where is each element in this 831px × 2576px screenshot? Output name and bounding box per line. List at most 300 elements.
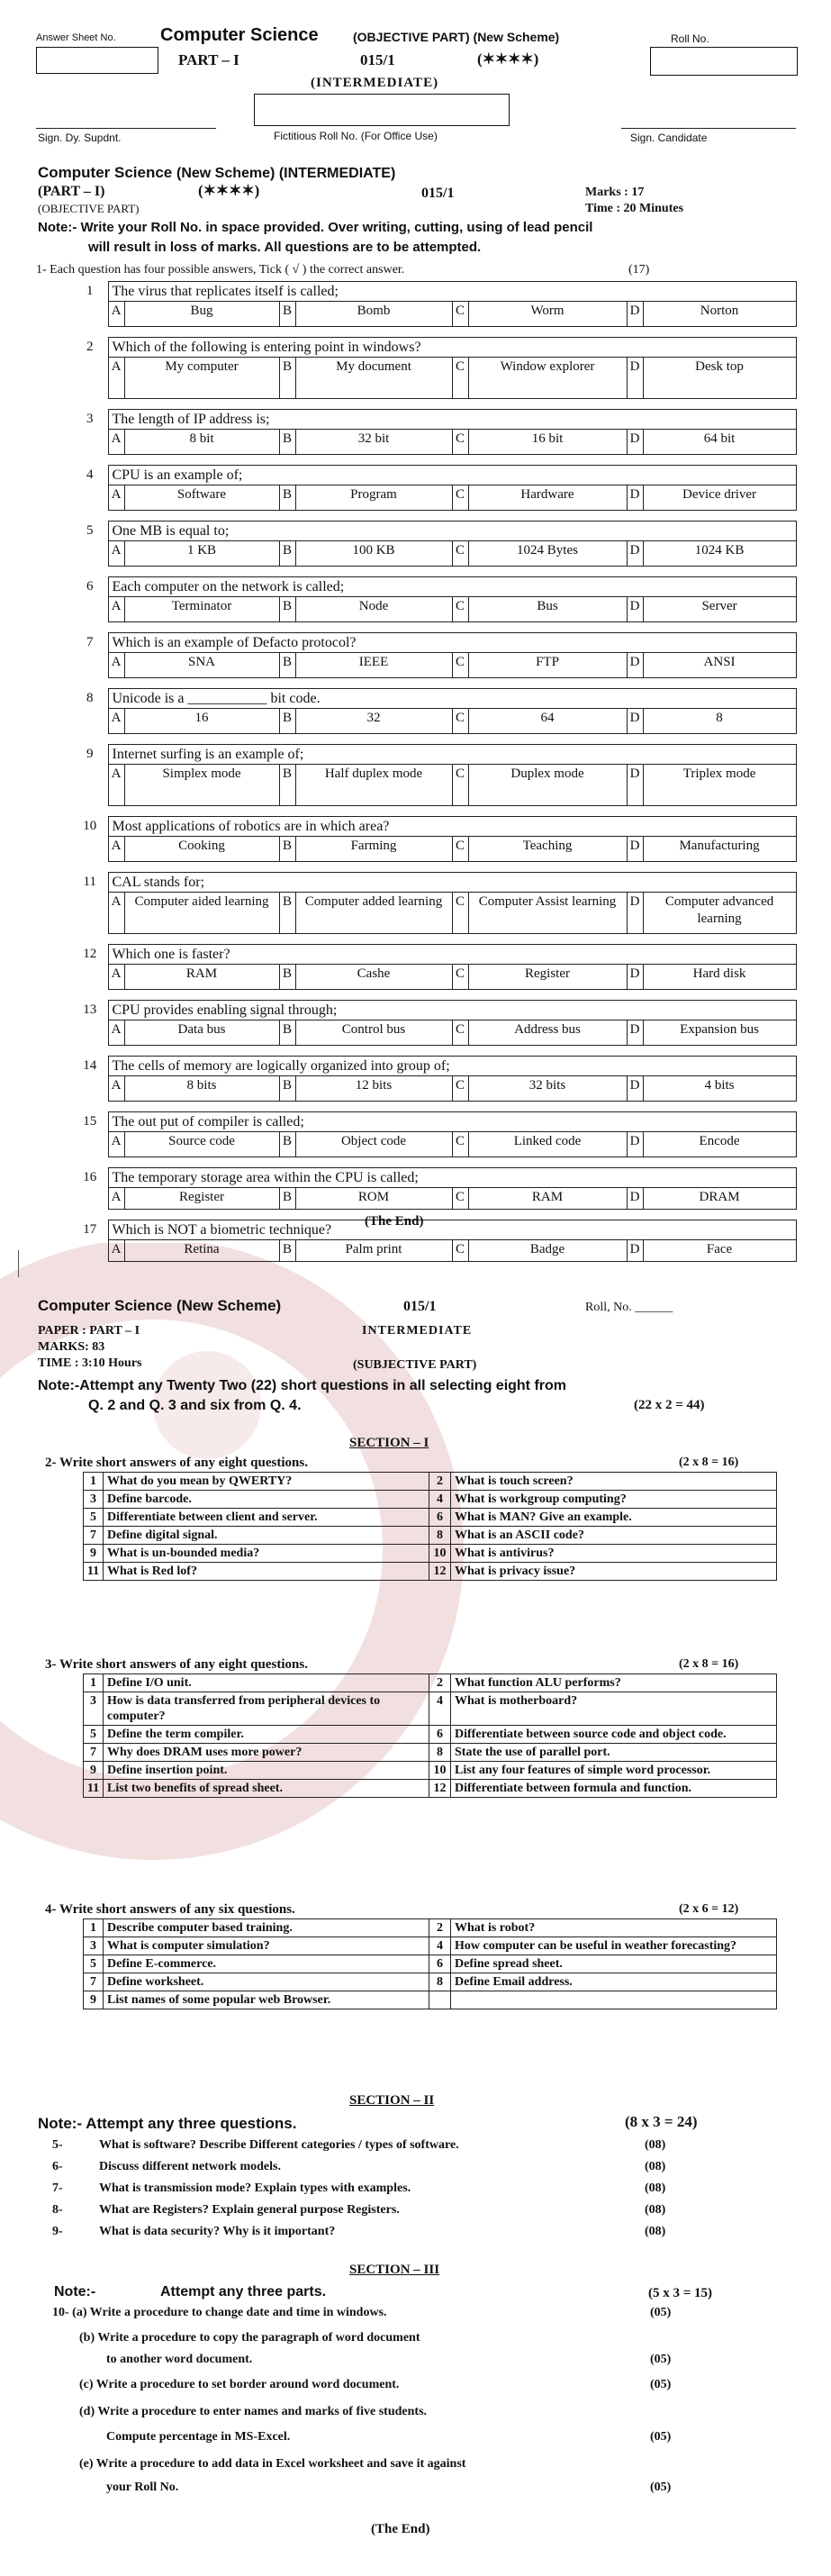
subject-subtitle: (OBJECTIVE PART) (New Scheme) xyxy=(353,30,560,44)
mcq-question-row xyxy=(72,466,796,485)
option-letter: B xyxy=(279,709,295,734)
option-letter: C xyxy=(452,1076,468,1102)
short-question-row xyxy=(84,1744,777,1762)
short-question-number: 7 xyxy=(84,1744,104,1762)
question-text: The cells of memory are logically organized into group of; xyxy=(108,1057,796,1076)
option-letter: D xyxy=(627,1076,643,1102)
short-question-row xyxy=(84,1527,777,1545)
option-letter: D xyxy=(627,893,643,934)
short-question-number: 9 xyxy=(84,1991,104,2009)
short-question-text: What is un-bounded media? xyxy=(104,1545,429,1563)
mcq-question-row xyxy=(72,577,796,597)
answer-option[interactable]: Palm print xyxy=(295,1240,452,1262)
option-letter: D xyxy=(627,430,643,455)
q10-b-marks: (05) xyxy=(650,2353,672,2366)
short-question-text: Describe computer based training. xyxy=(104,1919,429,1937)
subjective-roll-no: Roll, No. ______ xyxy=(585,1301,673,1314)
short-question-number: 8 xyxy=(429,1527,451,1545)
option-letter: C xyxy=(452,541,468,567)
option-letter: A xyxy=(108,837,124,862)
option-letter: B xyxy=(279,1240,295,1262)
mcq-table xyxy=(72,281,797,1273)
answer-option[interactable]: Node xyxy=(295,597,452,622)
answer-option[interactable]: SNA xyxy=(124,653,279,678)
short-question-text: Define I/O unit. xyxy=(104,1674,429,1692)
subjective-note-1: Note:-Attempt any Twenty Two (22) short questions in all selecting eight from xyxy=(38,1378,567,1393)
answer-option[interactable]: 12 bits xyxy=(295,1076,452,1102)
short-question-text: What is robot? xyxy=(451,1919,777,1937)
option-letter: A xyxy=(108,965,124,990)
answer-option[interactable]: Linked code xyxy=(468,1132,627,1157)
section-2-marks: (8 x 3 = 24) xyxy=(625,2113,698,2130)
q2-table xyxy=(83,1472,777,1581)
short-question-text: Define worksheet. xyxy=(104,1973,429,1991)
question-text: CAL stands for; xyxy=(108,873,796,893)
mcq-spacer xyxy=(72,1210,796,1220)
mcq-spacer xyxy=(72,327,796,338)
mcq-question-row xyxy=(72,282,796,302)
long-question-number: 6- xyxy=(52,2160,63,2173)
short-question-number: 3 xyxy=(84,1937,104,1955)
short-question-number: 8 xyxy=(429,1973,451,1991)
subjective-part: (SUBJECTIVE PART) xyxy=(353,1358,477,1372)
question-number: 12 xyxy=(83,946,97,961)
answer-option[interactable]: 32 bit xyxy=(295,430,452,455)
question-number: 4 xyxy=(86,467,94,482)
option-letter: D xyxy=(627,653,643,678)
objective-note-2: will result in loss of marks. All questions are to be attempted. xyxy=(88,240,482,255)
short-question-row xyxy=(84,1692,777,1726)
answer-option[interactable]: Terminator xyxy=(124,597,279,622)
option-letter: C xyxy=(452,430,468,455)
short-question-row xyxy=(84,1780,777,1798)
answer-option[interactable]: 1024 KB xyxy=(643,541,796,567)
answer-option[interactable]: 32 bits xyxy=(468,1076,627,1102)
long-question-marks: (08) xyxy=(645,2225,666,2238)
option-letter: B xyxy=(279,893,295,934)
subjective-the-end: (The End) xyxy=(371,2522,430,2536)
answer-option[interactable]: Triplex mode xyxy=(643,765,796,806)
subjective-note-marks: (22 x 2 = 44) xyxy=(634,1398,705,1412)
option-letter: C xyxy=(452,358,468,399)
short-question-number: 3 xyxy=(84,1692,104,1726)
mcq-spacer xyxy=(72,455,796,466)
answer-option[interactable]: RAM xyxy=(124,965,279,990)
subjective-title: Computer Science (New Scheme) xyxy=(38,1297,282,1314)
answer-option[interactable]: Address bus xyxy=(468,1020,627,1046)
roll-no-box[interactable] xyxy=(650,47,798,76)
short-question-number: 12 xyxy=(429,1563,451,1581)
option-letter: B xyxy=(279,837,295,862)
long-question-text: What is transmission mode? Explain types with examples. xyxy=(99,2181,411,2195)
answer-option[interactable]: Hardware xyxy=(468,485,627,511)
mcq-options-row xyxy=(72,358,796,399)
answer-option[interactable]: 100 KB xyxy=(295,541,452,567)
mcq-options-row xyxy=(72,1020,796,1046)
q10-b-line1: (b) Write a procedure to copy the paragraph of word document xyxy=(79,2331,420,2345)
answer-option[interactable]: Expansion bus xyxy=(643,1020,796,1046)
crop-mark xyxy=(18,1250,19,1277)
q10-e-line1: (e) Write a procedure to add data in Excel worksheet and save it against xyxy=(79,2457,466,2471)
short-question-number xyxy=(429,1991,451,2009)
answer-option[interactable]: Device driver xyxy=(643,485,796,511)
short-question-number: 5 xyxy=(84,1509,104,1527)
option-letter: C xyxy=(452,893,468,934)
mcq-options-row xyxy=(72,430,796,455)
answer-option[interactable]: Encode xyxy=(643,1132,796,1157)
mcq-spacer xyxy=(72,567,796,577)
short-question-text: List names of some popular web Browser. xyxy=(104,1991,429,2009)
long-question-marks: (08) xyxy=(645,2138,666,2152)
answer-option[interactable]: 4 bits xyxy=(643,1076,796,1102)
mcq-spacer xyxy=(72,806,796,817)
mcq-spacer xyxy=(72,734,796,745)
mcq-question-row xyxy=(72,1168,796,1188)
fictitious-roll-label: Fictitious Roll No. (For Office Use) xyxy=(274,130,438,142)
mcq-spacer xyxy=(72,1102,796,1112)
mcq-spacer xyxy=(72,622,796,633)
question-text: CPU is an example of; xyxy=(108,466,796,485)
question-number: 13 xyxy=(83,1002,97,1017)
question-text: The virus that replicates itself is called; xyxy=(108,282,796,302)
option-letter: B xyxy=(279,541,295,567)
mcq-question-row xyxy=(72,745,796,765)
answer-option[interactable]: Desk top xyxy=(643,358,796,399)
section-3-attempt: Attempt any three parts. xyxy=(160,2284,327,2299)
section-2-note: Note:- Attempt any three questions. xyxy=(38,2115,297,2132)
answer-option[interactable]: 1024 Bytes xyxy=(468,541,627,567)
q2-marks: (2 x 8 = 16) xyxy=(679,1456,739,1469)
short-question-text: Differentiate between source code and object code. xyxy=(451,1726,777,1744)
answer-option[interactable]: 8 bit xyxy=(124,430,279,455)
q3-label: 3- Write short answers of any eight questions. xyxy=(45,1657,308,1672)
mcq-question-row xyxy=(72,633,796,653)
question-text: Which one is faster? xyxy=(108,945,796,965)
short-question-number: 10 xyxy=(429,1545,451,1563)
option-letter: B xyxy=(279,1076,295,1102)
option-letter: D xyxy=(627,1188,643,1210)
question-number: 14 xyxy=(83,1057,97,1073)
answer-option[interactable]: Computer advanced learning xyxy=(643,893,796,934)
objective-time: Time : 20 Minutes xyxy=(585,202,684,215)
answer-option[interactable]: Computer Assist learning xyxy=(468,893,627,934)
option-letter: A xyxy=(108,1076,124,1102)
option-letter: B xyxy=(279,765,295,806)
objective-title: Computer Science (New Scheme) (INTERMEDIATE) xyxy=(38,164,396,181)
short-question-text: What is privacy issue? xyxy=(451,1563,777,1581)
long-question-number: 8- xyxy=(52,2203,63,2217)
answer-option[interactable]: Program xyxy=(295,485,452,511)
q10-c-marks: (05) xyxy=(650,2378,672,2391)
option-letter: B xyxy=(279,430,295,455)
option-letter: D xyxy=(627,485,643,511)
question-number: 17 xyxy=(83,1221,97,1237)
mcq-question-row xyxy=(72,1001,796,1020)
mcq-question-row xyxy=(72,1220,796,1240)
short-question-number: 5 xyxy=(84,1955,104,1973)
section-3-heading: SECTION – III xyxy=(349,2263,440,2277)
section-1-heading: SECTION – I xyxy=(349,1436,429,1450)
subjective-marks: MARKS: 83 xyxy=(38,1340,105,1354)
answer-option[interactable]: Bus xyxy=(468,597,627,622)
short-question-row xyxy=(84,1674,777,1692)
answer-option[interactable]: ROM xyxy=(295,1188,452,1210)
short-question-row xyxy=(84,1937,777,1955)
long-question-text: What is data security? Why is it important? xyxy=(99,2225,336,2238)
answer-option[interactable]: ANSI xyxy=(643,653,796,678)
option-letter: A xyxy=(108,358,124,399)
mcq-question-row xyxy=(72,410,796,430)
mcq-options-row xyxy=(72,709,796,734)
short-question-text: Why does DRAM uses more power? xyxy=(104,1744,429,1762)
answer-option[interactable]: Manufacturing xyxy=(643,837,796,862)
answer-option[interactable]: 16 xyxy=(124,709,279,734)
objective-instruction: 1- Each question has four possible answers, Tick ( √ ) the correct answer. xyxy=(36,263,405,277)
mcq-question-row xyxy=(72,689,796,709)
subjective-time: TIME : 3:10 Hours xyxy=(38,1356,142,1370)
mcq-options-row xyxy=(72,653,796,678)
objective-paper-code: 015/1 xyxy=(421,186,455,201)
answer-sheet-box[interactable] xyxy=(36,47,158,74)
subjective-level: INTERMEDIATE xyxy=(362,1324,473,1338)
option-letter: A xyxy=(108,765,124,806)
objective-instruction-marks: (17) xyxy=(628,263,650,277)
short-question-text: Define digital signal. xyxy=(104,1527,429,1545)
part-label: PART – I xyxy=(178,51,239,68)
answer-option[interactable]: IEEE xyxy=(295,653,452,678)
answer-option[interactable]: Bug xyxy=(124,302,279,327)
short-question-number: 1 xyxy=(84,1473,104,1491)
short-question-text xyxy=(451,1991,777,2009)
option-letter: B xyxy=(279,1132,295,1157)
option-letter: C xyxy=(452,1188,468,1210)
answer-option[interactable]: Cashe xyxy=(295,965,452,990)
question-text: The length of IP address is; xyxy=(108,410,796,430)
long-question-marks: (08) xyxy=(645,2160,666,2173)
option-letter: D xyxy=(627,965,643,990)
q4-table xyxy=(83,1918,777,2009)
long-question-number: 9- xyxy=(52,2225,63,2238)
option-letter: A xyxy=(108,597,124,622)
option-letter: C xyxy=(452,1020,468,1046)
option-letter: B xyxy=(279,485,295,511)
short-question-row xyxy=(84,1762,777,1780)
mcq-options-row xyxy=(72,1076,796,1102)
mcq-options-row xyxy=(72,597,796,622)
option-letter: A xyxy=(108,1240,124,1262)
short-question-text: Differentiate between formula and function. xyxy=(451,1780,777,1798)
option-letter: C xyxy=(452,597,468,622)
mcq-question-row xyxy=(72,1057,796,1076)
answer-option[interactable]: Duplex mode xyxy=(468,765,627,806)
option-letter: B xyxy=(279,597,295,622)
answer-option[interactable]: Register xyxy=(124,1188,279,1210)
question-number: 15 xyxy=(83,1113,97,1129)
option-letter: D xyxy=(627,837,643,862)
answer-option[interactable]: 8 bits xyxy=(124,1076,279,1102)
answer-option[interactable]: Bomb xyxy=(295,302,452,327)
short-question-number: 6 xyxy=(429,1509,451,1527)
answer-option[interactable]: DRAM xyxy=(643,1188,796,1210)
option-letter: A xyxy=(108,430,124,455)
answer-sheet-label: Answer Sheet No. xyxy=(36,32,116,43)
mcq-options-row xyxy=(72,765,796,806)
mcq-question-row xyxy=(72,817,796,837)
answer-option[interactable]: Teaching xyxy=(468,837,627,862)
answer-option[interactable]: 64 xyxy=(468,709,627,734)
option-letter: A xyxy=(108,709,124,734)
answer-option[interactable]: Cooking xyxy=(124,837,279,862)
answer-option[interactable]: Source code xyxy=(124,1132,279,1157)
mcq-spacer xyxy=(72,1157,796,1168)
mcq-question-row xyxy=(72,522,796,541)
question-text: One MB is equal to; xyxy=(108,522,796,541)
option-letter: A xyxy=(108,302,124,327)
short-question-number: 9 xyxy=(84,1545,104,1563)
answer-option[interactable]: Retina xyxy=(124,1240,279,1262)
option-letter: A xyxy=(108,1020,124,1046)
short-question-number: 4 xyxy=(429,1692,451,1726)
answer-option[interactable]: Data bus xyxy=(124,1020,279,1046)
mcq-spacer xyxy=(72,934,796,945)
option-letter: C xyxy=(452,965,468,990)
short-question-row xyxy=(84,1545,777,1563)
mcq-question-row xyxy=(72,945,796,965)
short-question-number: 4 xyxy=(429,1491,451,1509)
short-question-text: Define E-commerce. xyxy=(104,1955,429,1973)
option-letter: C xyxy=(452,1132,468,1157)
section-3-note: Note:- xyxy=(54,2284,96,2299)
mcq-options-row xyxy=(72,485,796,511)
answer-option[interactable]: Half duplex mode xyxy=(295,765,452,806)
level-label: (INTERMEDIATE) xyxy=(311,76,439,90)
answer-option[interactable]: 64 bit xyxy=(643,430,796,455)
mcq-spacer xyxy=(72,511,796,522)
answer-option[interactable]: My computer xyxy=(124,358,279,399)
section-2-heading: SECTION – II xyxy=(349,2093,435,2108)
mcq-options-row xyxy=(72,893,796,934)
short-question-text: What is MAN? Give an example. xyxy=(451,1509,777,1527)
option-letter: B xyxy=(279,1188,295,1210)
short-question-number: 1 xyxy=(84,1919,104,1937)
mcq-spacer xyxy=(72,1046,796,1057)
short-question-number: 12 xyxy=(429,1780,451,1798)
option-letter: B xyxy=(279,358,295,399)
answer-option[interactable]: Object code xyxy=(295,1132,452,1157)
answer-option[interactable]: RAM xyxy=(468,1188,627,1210)
answer-option[interactable]: Badge xyxy=(468,1240,627,1262)
answer-option[interactable]: Control bus xyxy=(295,1020,452,1046)
short-question-number: 2 xyxy=(429,1473,451,1491)
option-letter: C xyxy=(452,653,468,678)
q10-d-marks: (05) xyxy=(650,2430,672,2444)
roll-no-label: Roll No. xyxy=(671,32,709,45)
short-question-text: What is antivirus? xyxy=(451,1545,777,1563)
mcq-options-row xyxy=(72,837,796,862)
sign-supdt-label: Sign. Dy. Supdnt. xyxy=(38,132,122,144)
answer-option[interactable]: Window explorer xyxy=(468,358,627,399)
answer-option[interactable]: Norton xyxy=(643,302,796,327)
long-question-text: Discuss different network models. xyxy=(99,2160,281,2173)
option-letter: D xyxy=(627,597,643,622)
mcq-spacer xyxy=(72,1262,796,1273)
answer-option[interactable]: 1 KB xyxy=(124,541,279,567)
q2-label: 2- Write short answers of any eight questions. xyxy=(45,1456,308,1470)
mcq-options-row xyxy=(72,1188,796,1210)
question-number: 3 xyxy=(86,411,94,426)
short-question-text: Define barcode. xyxy=(104,1491,429,1509)
answer-option[interactable]: Simplex mode xyxy=(124,765,279,806)
short-question-number: 4 xyxy=(429,1937,451,1955)
paper-code-marks: (✶✶✶✶) xyxy=(477,50,539,68)
q10-a: 10- (a) Write a procedure to change date and time in windows. xyxy=(52,2306,387,2319)
option-letter: C xyxy=(452,765,468,806)
short-question-number: 11 xyxy=(84,1563,104,1581)
option-letter: C xyxy=(452,485,468,511)
answer-option[interactable]: Farming xyxy=(295,837,452,862)
answer-option[interactable]: Face xyxy=(643,1240,796,1262)
answer-option[interactable]: Software xyxy=(124,485,279,511)
answer-option[interactable]: My document xyxy=(295,358,452,399)
option-letter: B xyxy=(279,302,295,327)
short-question-number: 7 xyxy=(84,1527,104,1545)
section-3-marks: (5 x 3 = 15) xyxy=(648,2286,713,2300)
subjective-paper: PAPER : PART – I xyxy=(38,1324,140,1338)
q4-marks: (2 x 6 = 12) xyxy=(679,1902,739,1916)
short-question-text: Define spread sheet. xyxy=(451,1955,777,1973)
mcq-question-row xyxy=(72,338,796,358)
question-number: 9 xyxy=(86,746,94,761)
sign-line xyxy=(36,128,216,129)
question-number: 8 xyxy=(86,690,94,705)
long-question-text: What are Registers? Explain general purpose Registers. xyxy=(99,2203,400,2217)
sign-candidate-label: Sign. Candidate xyxy=(630,132,708,144)
answer-option[interactable]: 8 xyxy=(643,709,796,734)
mcq-spacer xyxy=(72,399,796,410)
question-number: 6 xyxy=(86,578,94,594)
question-number: 2 xyxy=(86,339,94,354)
answer-option[interactable]: Server xyxy=(643,597,796,622)
sign-line xyxy=(621,128,796,129)
subjective-note-2: Q. 2 and Q. 3 and six from Q. 4. xyxy=(88,1398,302,1413)
short-question-row xyxy=(84,1491,777,1509)
mcq-spacer xyxy=(72,990,796,1001)
short-question-text: Define the term compiler. xyxy=(104,1726,429,1744)
q10-c: (c) Write a procedure to set border around word document. xyxy=(79,2378,400,2391)
option-letter: D xyxy=(627,1240,643,1262)
answer-option[interactable]: FTP xyxy=(468,653,627,678)
question-number: 7 xyxy=(86,634,94,649)
answer-option[interactable]: Register xyxy=(468,965,627,990)
short-question-text: What function ALU performs? xyxy=(451,1674,777,1692)
answer-option[interactable]: 16 bit xyxy=(468,430,627,455)
question-number: 10 xyxy=(83,818,97,833)
objective-code-marks: (✶✶✶✶) xyxy=(198,182,260,199)
mcq-options-row xyxy=(72,1240,796,1262)
answer-option[interactable]: Computer aided learning xyxy=(124,893,279,934)
mcq-spacer xyxy=(72,678,796,689)
answer-option[interactable]: Worm xyxy=(468,302,627,327)
answer-option[interactable]: 32 xyxy=(295,709,452,734)
short-question-text: State the use of parallel port. xyxy=(451,1744,777,1762)
option-letter: A xyxy=(108,893,124,934)
answer-option[interactable]: Hard disk xyxy=(643,965,796,990)
fictitious-roll-box[interactable] xyxy=(254,94,510,126)
subjective-paper-code: 015/1 xyxy=(403,1299,437,1314)
answer-option[interactable]: Computer added learning xyxy=(295,893,452,934)
option-letter: B xyxy=(279,653,295,678)
option-letter: A xyxy=(108,1132,124,1157)
